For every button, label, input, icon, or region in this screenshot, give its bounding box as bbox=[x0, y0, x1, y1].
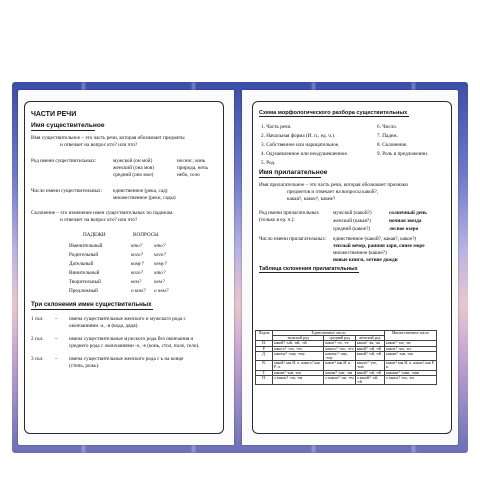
adj-gender-label: (только в ед. ч.): bbox=[259, 217, 295, 223]
declension-text: окончаниями -а, -я (вода, дядя). bbox=[69, 323, 139, 329]
case-name: Родительный bbox=[69, 252, 99, 258]
table-cell: каким? -ым, -им bbox=[385, 351, 437, 360]
table-cell: о каком? -ом, -ем bbox=[324, 375, 355, 384]
three-declensions-title: Три склонения имен существительных bbox=[31, 301, 152, 308]
adj-number-value: единственное (какой?, какая?, какое?) bbox=[333, 236, 417, 242]
number-label: Число имени существительных: bbox=[31, 188, 103, 194]
declension-label: 2 скл. bbox=[31, 336, 44, 342]
case-question: что? bbox=[154, 270, 166, 276]
table-cell-case: И. bbox=[256, 341, 273, 346]
table-cell: какой? -ой, -ей bbox=[355, 346, 384, 351]
adjective-declension-table bbox=[255, 330, 437, 385]
adj-gender-label: Род имени прилагательных bbox=[259, 210, 320, 216]
number-value: множественное (реки, сады) bbox=[113, 195, 176, 201]
number-value: единственное (река, сад) bbox=[113, 188, 168, 194]
scheme-title: Схема морфологического разбора существительных bbox=[259, 110, 408, 116]
table-cell: какими? -ыми, -ими bbox=[385, 370, 437, 375]
gender-value: средний (оно мое) bbox=[113, 172, 154, 178]
table-cell-case: Р. bbox=[256, 346, 273, 351]
table-cell: какие? как И. п. каких? как Р. п. bbox=[385, 361, 437, 370]
case-name: Дательный bbox=[69, 261, 94, 267]
scheme-item: 1. Часть речи. bbox=[261, 124, 292, 130]
declension-label: 1 скл. bbox=[31, 316, 44, 322]
declension-text: имена существительные женского и мужского рода с bbox=[69, 316, 186, 322]
adj-gender-form: женский (какая?) bbox=[333, 218, 371, 224]
case-question: кем? bbox=[131, 279, 142, 285]
scheme-item: 7. Падеж. bbox=[377, 133, 399, 139]
underline bbox=[31, 130, 95, 131]
case-question: кого? bbox=[131, 270, 144, 276]
table-cell: каким? -ым, -им bbox=[273, 370, 324, 375]
table-row bbox=[256, 341, 437, 346]
section-title: Имя существительное bbox=[31, 122, 105, 129]
case-question: о чем? bbox=[154, 288, 169, 294]
table-cell: какую? -ую, -юю bbox=[355, 361, 384, 370]
right-page bbox=[242, 90, 458, 445]
case-name: Винительный bbox=[69, 270, 100, 276]
table-cell: о каких? -ых, -их bbox=[385, 375, 437, 384]
table-cell: каким? -ым, -им bbox=[324, 370, 355, 375]
adj-number-example: новые книги, летние дожди bbox=[333, 257, 398, 263]
declension-text: имена существительные мужского рода без окончания и bbox=[69, 336, 194, 342]
declension-label: 3 скл. bbox=[31, 356, 44, 362]
gender-example: природа, ночь bbox=[177, 165, 208, 171]
case-question: чему? bbox=[154, 261, 167, 267]
declension-dash: – bbox=[55, 356, 58, 362]
gender-value: мужской (он мой) bbox=[113, 158, 153, 164]
table-cell: какому? -ому, -ему bbox=[324, 351, 355, 360]
case-question: о ком? bbox=[131, 288, 146, 294]
table-cell: какие? -ые, -ие bbox=[385, 341, 437, 346]
scheme-item: 5. Род. bbox=[261, 160, 276, 166]
table-row bbox=[256, 370, 437, 375]
table-cell: какое? как И. п. bbox=[324, 361, 355, 370]
case-name: Творительный bbox=[69, 279, 101, 285]
table-cell: какой? -ый, -ий, -ой bbox=[273, 341, 324, 346]
table-cell: какой? -ой, -ей bbox=[355, 351, 384, 360]
case-name: Предложный bbox=[69, 288, 98, 294]
adjective-definition-line: Имя прилагательное – это часть речи, которая обозначает признаки bbox=[259, 182, 408, 188]
table-cell: какого? -ого, -его bbox=[273, 346, 324, 351]
adj-number-label: Число имени прилагательных: bbox=[259, 236, 327, 242]
declension-text: имена существительные женского рода с ь на конце bbox=[69, 356, 184, 362]
table-cell-case: П. bbox=[256, 375, 273, 384]
table-cell: о какой? -ой, -ей bbox=[355, 375, 384, 384]
adjective-definition-line: предметов и отвечает на вопросы какой?, bbox=[287, 189, 379, 195]
table-header-cell: мужской род bbox=[273, 336, 324, 341]
table-header-cell: Единственное число bbox=[273, 331, 385, 336]
case-question: кого? bbox=[131, 252, 144, 258]
table-cell: о каком? -ом, -ем bbox=[273, 375, 324, 384]
adjective-title: Имя прилагательное bbox=[259, 169, 328, 176]
scheme-item: 6. Число. bbox=[377, 124, 398, 130]
table-cell: какому? -ому, -ему bbox=[273, 351, 324, 360]
left-card bbox=[24, 101, 224, 434]
scheme-item: 9. Роль в предложении. bbox=[377, 151, 429, 157]
declension-dash: – bbox=[55, 316, 58, 322]
table-cell-case: В. bbox=[256, 361, 273, 370]
table-title: Таблица склонения прилагательных bbox=[259, 266, 358, 272]
table-cell: какое? -ое, -ее bbox=[324, 341, 355, 346]
table-cell-case: Д. bbox=[256, 351, 273, 360]
table-row bbox=[256, 375, 437, 384]
table-cell-case: Т. bbox=[256, 370, 273, 375]
adj-gender-form: средний (какое?) bbox=[333, 226, 371, 232]
table-cell: какой? -ой, -ей bbox=[355, 370, 384, 375]
declension-definition-line: и отвечает на вопрос кто? или что? bbox=[60, 217, 138, 223]
table-row bbox=[256, 351, 437, 360]
noun-definition-line: Имя существительное – это часть речи, которая обозначает предметы bbox=[31, 135, 185, 141]
case-question: кто? bbox=[131, 243, 143, 249]
table-header-cell: Множественное число bbox=[385, 331, 437, 341]
scheme-item: 8. Склонение. bbox=[377, 142, 408, 148]
gender-label: Род имени существительных: bbox=[31, 158, 97, 164]
underline bbox=[259, 177, 321, 178]
adjective-definition-line: какая?, какое?, какие? bbox=[287, 196, 336, 202]
scheme-item: 2. Начальная форма (И. п., ед. ч.). bbox=[261, 133, 336, 139]
gender-example: небо, село bbox=[177, 172, 200, 178]
table-cell: каких? -ых, -их bbox=[385, 346, 437, 351]
underline bbox=[259, 116, 409, 117]
cases-header: ПАДЕЖИ bbox=[83, 232, 106, 238]
questions-header: ВОПРОСЫ bbox=[133, 232, 159, 238]
declension-text: (степь, рожь). bbox=[69, 363, 100, 369]
scheme-item: 4. Одушевленное или неодушевленное. bbox=[261, 151, 349, 157]
adj-gender-example: ночная звезда bbox=[389, 218, 422, 224]
adj-gender-example: лесное озеро bbox=[389, 226, 419, 232]
gender-value: женский (она моя) bbox=[113, 165, 154, 171]
gender-example: носнос, конь bbox=[177, 158, 206, 164]
table-cell: какой? как И. п. какого? как Р. п. bbox=[273, 361, 324, 370]
adj-number-example: теплый вечер, ранняя заря, синее море bbox=[333, 243, 425, 249]
declension-dash: – bbox=[55, 336, 58, 342]
left-page bbox=[18, 90, 234, 445]
case-question: чем? bbox=[154, 279, 165, 285]
adj-gender-form: мужской (какой?) bbox=[333, 210, 372, 216]
declension-definition-line: Склонение – это изменение имен существительных по падежам. bbox=[31, 210, 174, 216]
declension-text: среднего рода с окончаниями -о, -е (конь, стол, поле, село). bbox=[69, 343, 200, 349]
case-question: кому? bbox=[131, 261, 144, 267]
table-cell: какая? -ая, -яя bbox=[355, 341, 384, 346]
table-header-cell: Падеж bbox=[256, 331, 273, 341]
scheme-item: 3. Собственное или нарицательное. bbox=[261, 142, 340, 148]
case-question: чего? bbox=[154, 252, 166, 258]
case-question: что? bbox=[154, 243, 166, 249]
table-header-cell: женский род bbox=[355, 336, 384, 341]
case-name: Именительный bbox=[69, 243, 103, 249]
table-row bbox=[256, 361, 437, 370]
adj-number-value: множественное (какие?) bbox=[333, 250, 387, 256]
table-header-cell: средний род bbox=[324, 336, 355, 341]
table-row bbox=[256, 346, 437, 351]
adj-gender-example: солнечный день bbox=[389, 210, 427, 216]
underline bbox=[31, 309, 153, 310]
table-cell: какого? -ого, -его bbox=[325, 346, 354, 351]
page-title: ЧАСТИ РЕЧИ bbox=[31, 111, 77, 118]
underline bbox=[259, 272, 359, 273]
noun-definition-line: и отвечает на вопрос кто? или что? bbox=[60, 142, 138, 148]
